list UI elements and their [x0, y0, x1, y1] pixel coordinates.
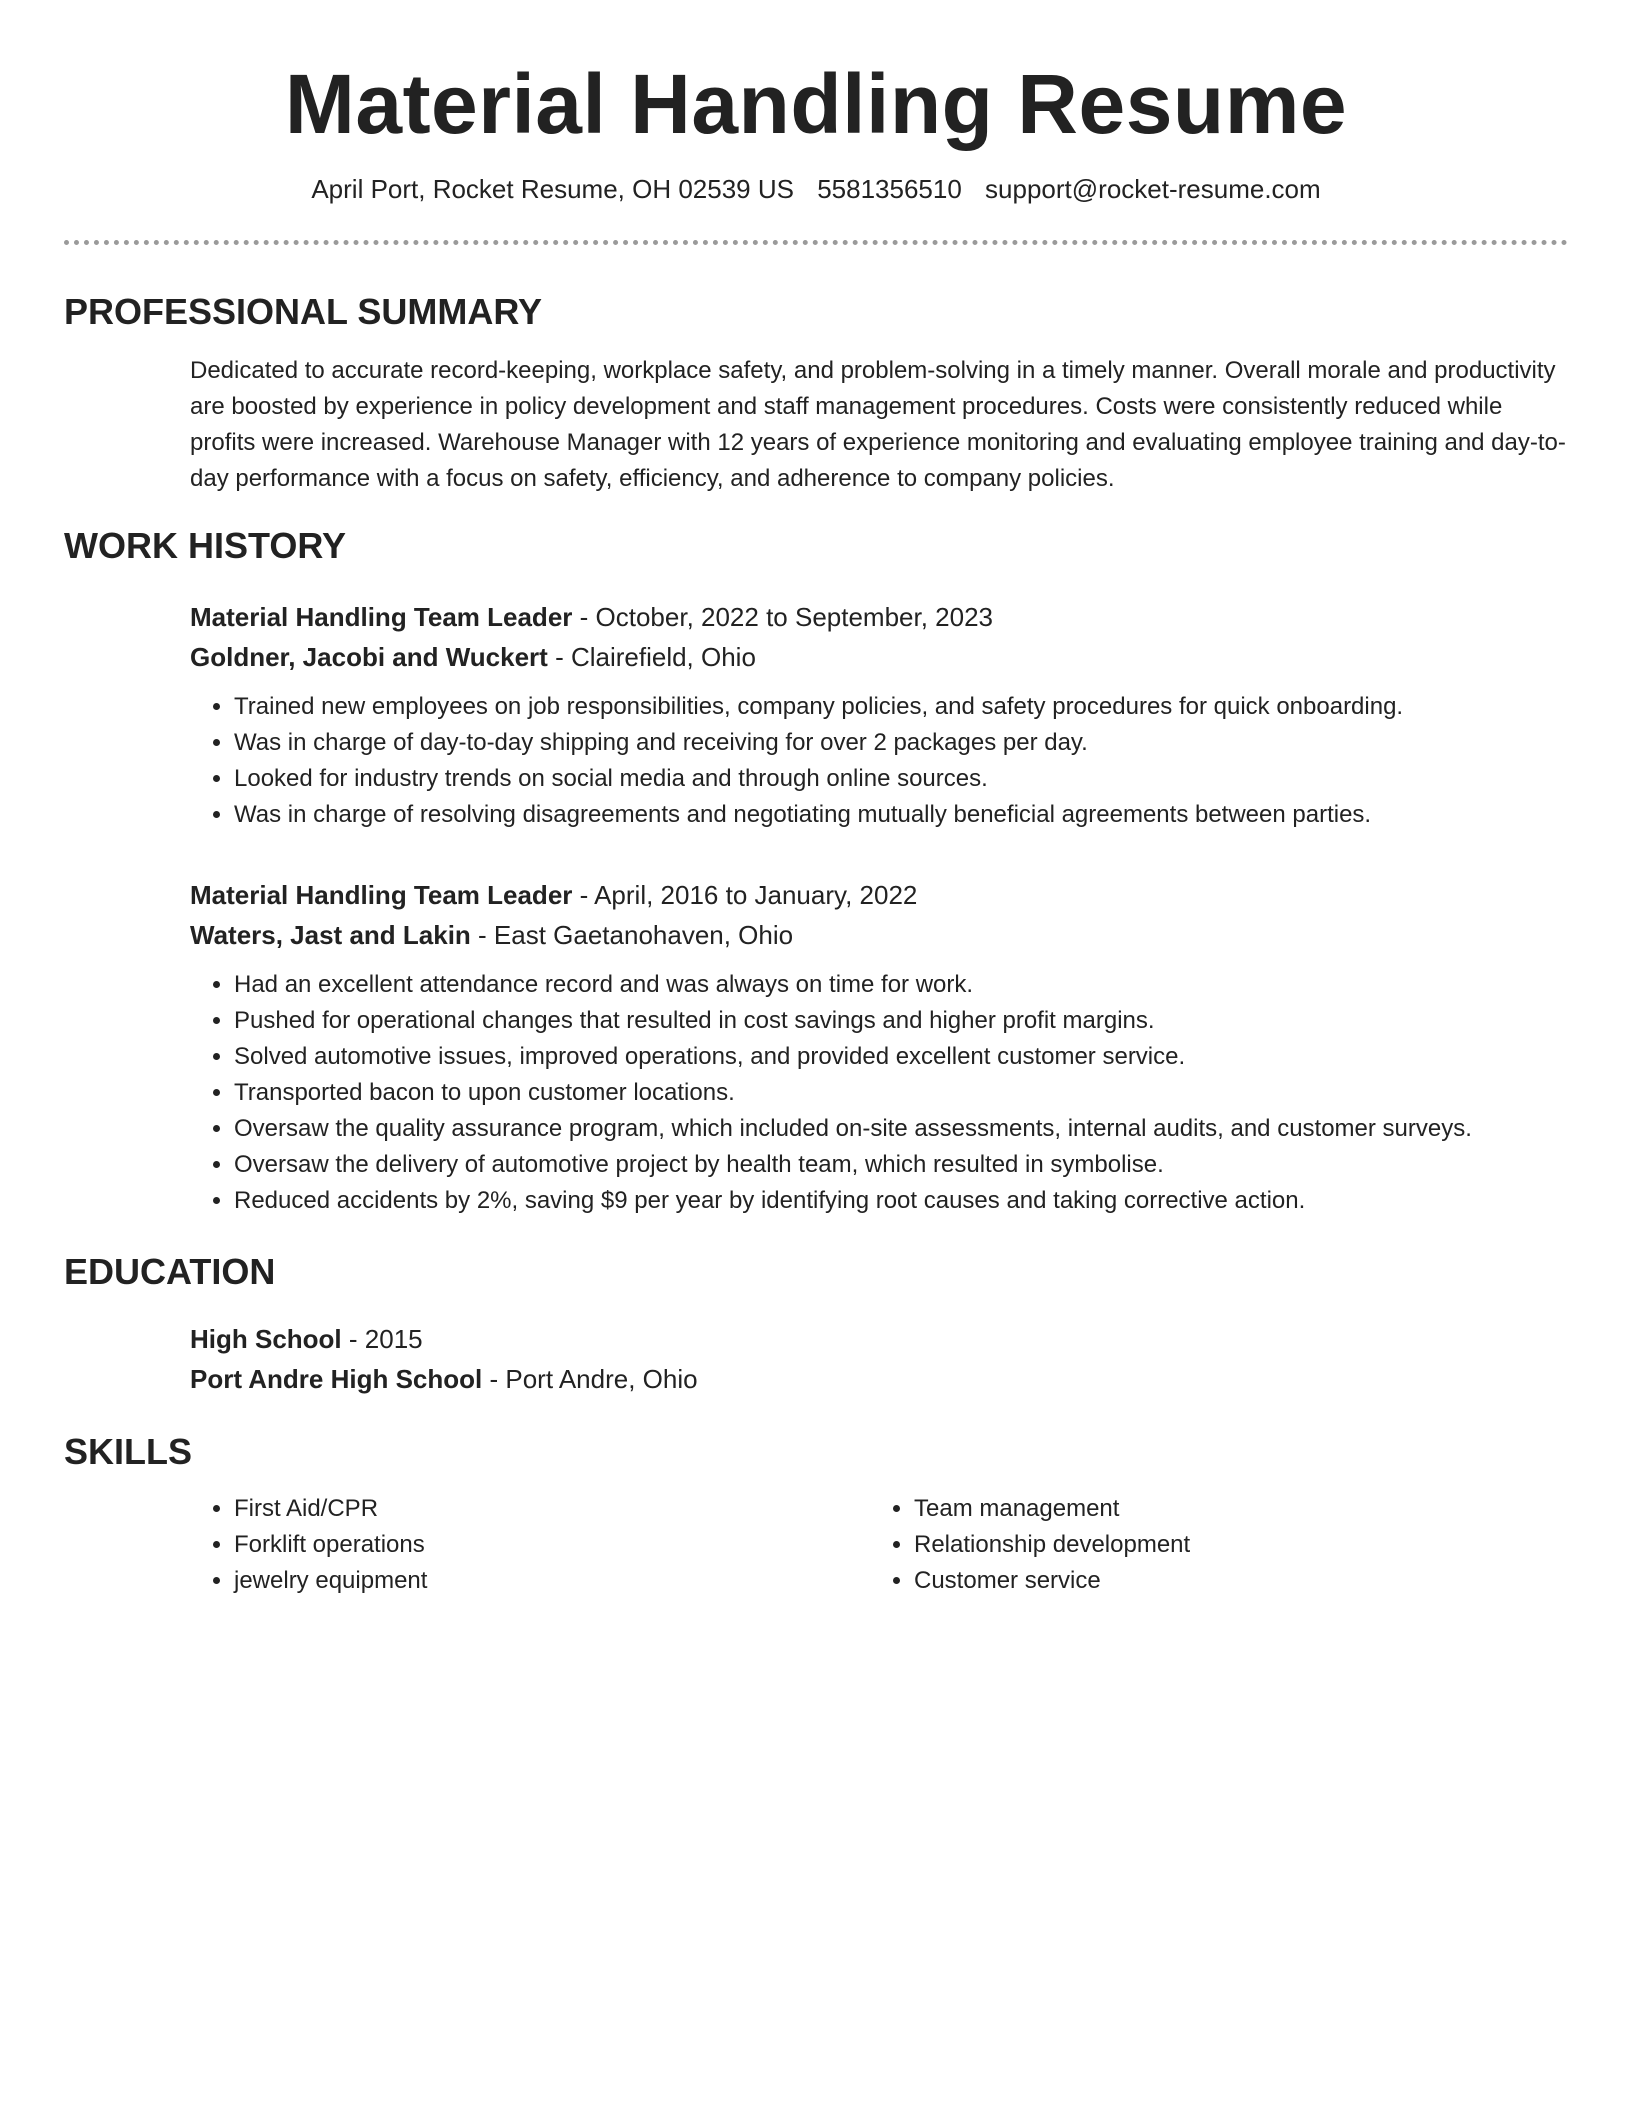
list-item: • Oversaw the quality assurance program, which included on-site assessments, internal audits, and customer surveys.	[234, 1111, 1568, 1147]
job-title-line	[190, 875, 1568, 915]
list-item: • Looked for industry trends on social media and through online sources.	[234, 761, 1568, 797]
list-item: • Had an excellent attendance record and was always on time for work.	[234, 967, 1568, 1003]
job-entry	[190, 597, 1568, 833]
skill-item: • jewelry equipment	[234, 1563, 870, 1599]
skill-item: • Customer service	[914, 1563, 1550, 1599]
summary-section	[64, 289, 1568, 497]
skill-item: • Relationship development	[914, 1527, 1550, 1563]
job-company-line	[190, 637, 1568, 677]
work-history-heading: WORK HISTORY	[64, 525, 347, 566]
contact-address: April Port, Rocket Resume, OH 02539 US	[311, 174, 794, 204]
education-heading: EDUCATION	[64, 1251, 276, 1292]
job-role: Material Handling Team Leader	[190, 880, 573, 910]
skills-section	[64, 1429, 1568, 1599]
education-year: - 2015	[341, 1324, 423, 1354]
list-item: • Was in charge of resolving disagreements and negotiating mutually beneficial agreements between parties.	[234, 797, 1568, 833]
list-item: • Trained new employees on job responsibilities, company policies, and safety procedures for quick onboarding.	[234, 689, 1568, 725]
summary-heading: PROFESSIONAL SUMMARY	[64, 291, 543, 332]
skill-item: • First Aid/CPR	[234, 1491, 870, 1527]
list-item: • Transported bacon to upon customer locations.	[234, 1075, 1568, 1111]
skill-item: • Team management	[914, 1491, 1550, 1527]
education-location: - Port Andre, Ohio	[482, 1364, 698, 1394]
header-divider	[64, 240, 1568, 245]
job-dates: - October, 2022 to September, 2023	[572, 602, 994, 632]
job-bullets	[190, 689, 1568, 833]
education-section	[64, 1249, 1568, 1399]
work-history-section	[64, 523, 1568, 1219]
contact-phone: 5581356510	[817, 174, 962, 204]
job-role: Material Handling Team Leader	[190, 602, 573, 632]
job-title-line	[190, 597, 1568, 637]
job-company: Waters, Jast and Lakin	[190, 920, 471, 950]
job-location: - East Gaetanohaven, Ohio	[470, 920, 794, 950]
job-bullets	[190, 967, 1568, 1219]
job-dates: - April, 2016 to January, 2022	[572, 880, 918, 910]
resume-header	[64, 0, 1568, 206]
job-entry	[190, 875, 1568, 1219]
skills-column-left	[190, 1491, 870, 1599]
education-degree: High School	[190, 1324, 342, 1354]
list-item: • Pushed for operational changes that resulted in cost savings and higher profit margins.	[234, 1003, 1568, 1039]
list-item: • Oversaw the delivery of automotive project by health team, which resulted in symbolise.	[234, 1147, 1568, 1183]
education-school-line	[190, 1359, 1568, 1399]
skills-heading: SKILLS	[64, 1431, 193, 1472]
contact-line	[64, 172, 1568, 206]
job-company-line	[190, 915, 1568, 955]
contact-email: support@rocket-resume.com	[985, 174, 1321, 204]
job-location: - Clairefield, Ohio	[547, 642, 756, 672]
resume-title: Material Handling Resume	[284, 57, 1348, 151]
list-item: • Was in charge of day-to-day shipping and receiving for over 2 packages per day.	[234, 725, 1568, 761]
summary-text: Dedicated to accurate record-keeping, workplace safety, and problem-solving in a timely manner. Overall morale and productivity are boosted by experience in policy development and staff management procedures. Costs were consistently reduced while profits were increased. Warehouse Manager with 12 years of experience monitoring and evaluating employee training and day-to-day performance with a focus on safety, efficiency, and adherence to company policies.	[190, 357, 1566, 492]
skills-grid	[190, 1491, 1568, 1599]
job-company: Goldner, Jacobi and Wuckert	[190, 642, 548, 672]
skills-column-right	[870, 1491, 1550, 1599]
education-school: Port Andre High School	[190, 1364, 483, 1394]
education-entry	[190, 1319, 1568, 1399]
skill-item: • Forklift operations	[234, 1527, 870, 1563]
list-item: • Reduced accidents by 2%, saving $9 per year by identifying root causes and taking corrective action.	[234, 1183, 1568, 1219]
education-degree-line	[190, 1319, 1568, 1359]
list-item: • Solved automotive issues, improved operations, and provided excellent customer service.	[234, 1039, 1568, 1075]
